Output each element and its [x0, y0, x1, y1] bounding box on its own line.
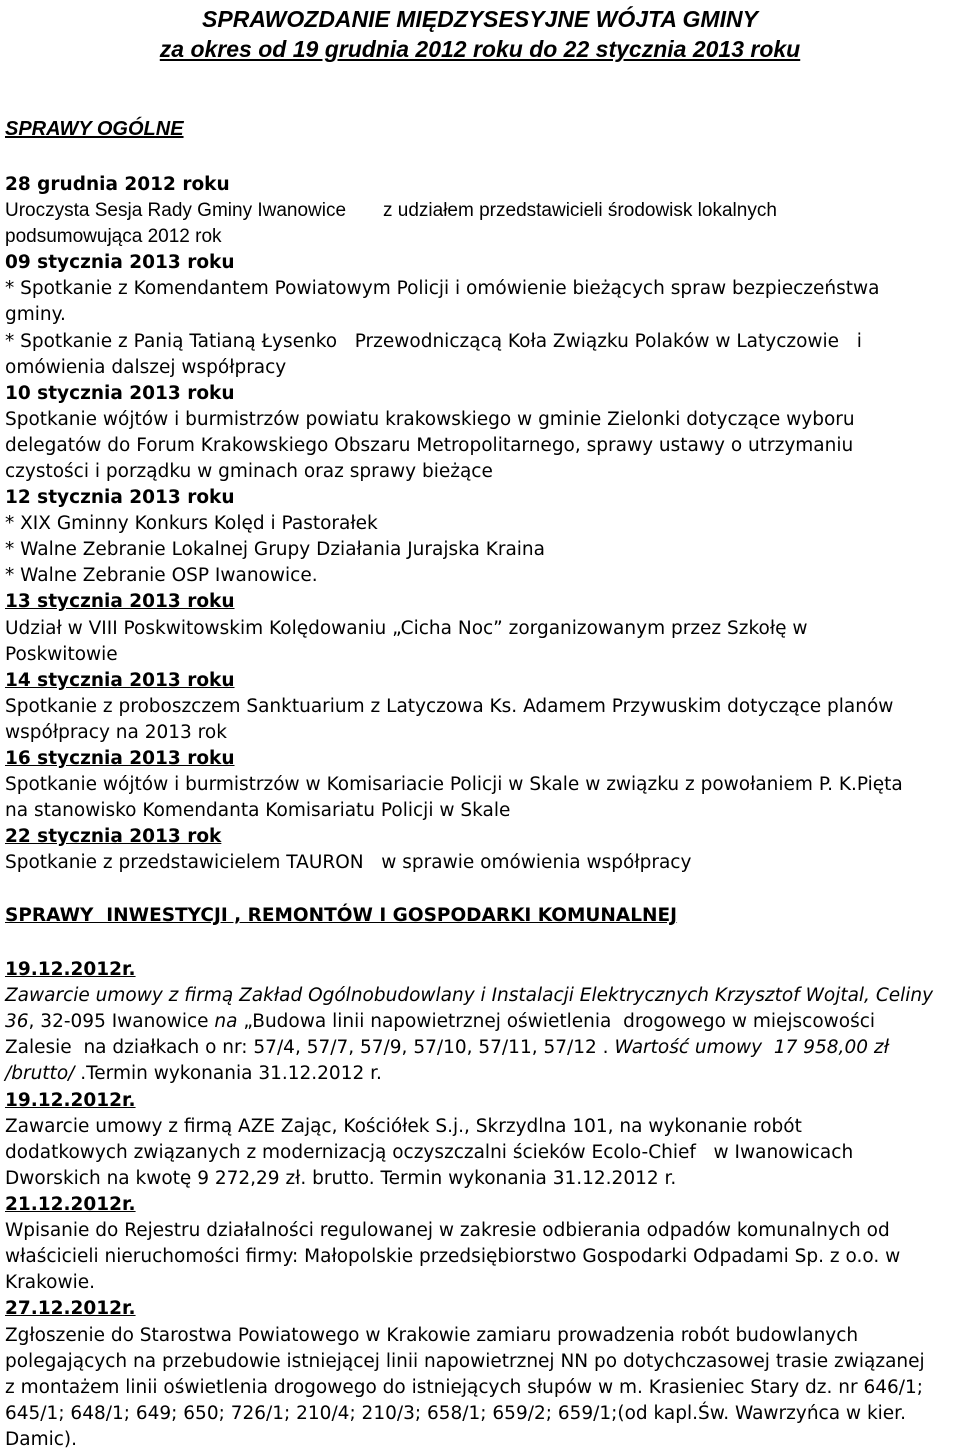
entry-text: Zgłoszenie do Starostwa Powiatowego w Krakowie zamiaru prowadzenia robót budowlanych [5, 1325, 859, 1346]
entry-date: 21.12.2012r. [5, 1194, 136, 1215]
entry-text: delegatów do Forum Krakowskiego Obszaru Metropolitarnego, sprawy ustawy o utrzymaniu [5, 435, 854, 456]
entry-text: Uroczysta Sesja Rady Gminy Iwanowice z udziałem przedstawicieli środowisk lokalnych [5, 200, 777, 221]
entry-text: Spotkanie z proboszczem Sanktuarium z Latyczowa Ks. Adamem Przywuskim dotyczące planów [5, 696, 894, 717]
contract-value: Wartość umowy 17 958,00 zł [614, 1037, 889, 1058]
entry-text: Spotkanie wójtów i burmistrzów w Komisariacie Policji w Skale w związku z powołaniem P. K.Pięta [5, 774, 903, 795]
entry-text: polegających na przebudowie istniejącej linii napowietrznej NN po dotychczasowej trasie związanej [5, 1351, 925, 1372]
entry-text: Wpisanie do Rejestru działalności regulowanej w zakresie odbierania odpadów komunalnych od [5, 1220, 890, 1241]
section-heading-general: SPRAWY OGÓLNE [5, 118, 184, 140]
entry-text: * XIX Gminny Konkurs Kolęd i Pastorałek [5, 513, 378, 534]
entry-text: właścicieli nieruchomości firmy: Małopolskie przedsiębiorstwo Gospodarki Odpadami Sp. z o.o. w [5, 1246, 901, 1267]
entry-text: Damic). [5, 1429, 78, 1450]
entry-text: Dworskich na kwotę 9 272,29 zł. brutto. Termin wykonania 31.12.2012 r. [5, 1168, 677, 1189]
entry-date: 22 stycznia 2013 rok [5, 826, 222, 847]
entry-text: * Walne Zebranie Lokalnej Grupy Działania Jurajska Kraina [5, 539, 545, 560]
entry-date: 19.12.2012r. [5, 1090, 136, 1111]
entry-text: gminy. [5, 304, 66, 325]
entry-text [5, 1010, 955, 1034]
entry-date: 09 stycznia 2013 roku [5, 252, 235, 273]
text-segment: 36 [5, 1011, 29, 1032]
document-title: SPRAWOZDANIE MIĘDZYSESYJNE WÓJTA GMINY [202, 6, 758, 32]
text-segment: „Budowa linii napowietrznej oświetlenia drogowego w miejscowości [237, 1011, 876, 1032]
entry-text: Krakowie. [5, 1272, 95, 1293]
entry-date: 10 stycznia 2013 roku [5, 383, 235, 404]
entry-text [5, 1062, 955, 1086]
entry-text: Zawarcie umowy z firmą AZE Zając, Kościółek S.j., Skrzydlna 101, na wykonanie robót [5, 1116, 802, 1137]
entry-text: podsumowująca 2012 rok [5, 226, 222, 247]
entry-text: * Spotkanie z Komendantem Powiatowym Policji i omówienie bieżących spraw bezpieczeństwa [5, 278, 880, 299]
entry-text: Zawarcie umowy z firmą Zakład Ogólnobudowlany i Instalacji Elektrycznych Krzysztof Wojtal, Celiny [5, 985, 934, 1006]
entry-text: Spotkanie z przedstawicielem TAURON w sprawie omówienia współpracy [5, 852, 692, 873]
entry-date: 16 stycznia 2013 roku [5, 748, 235, 769]
entry-date: 14 stycznia 2013 roku [5, 670, 235, 691]
entry-text: z montażem linii oświetlenia drogowego do istniejących słupów w m. Krasieniec Stary dz. nr 646/1; [5, 1377, 924, 1398]
entry-text: 645/1; 648/1; 649; 650; 726/1; 210/4; 210/3; 658/1; 659/2; 659/1;(od kapl.Św. Wawrzyńca w kier. [5, 1403, 906, 1424]
document-period: za okres od 19 grudnia 2012 roku do 22 stycznia 2013 roku [159, 36, 801, 62]
entry-date: 19.12.2012r. [5, 959, 136, 980]
entry-date: 13 stycznia 2013 roku [5, 591, 235, 612]
section-heading-investments: SPRAWY INWESTYCJI , REMONTÓW I GOSPODARKI KOMUNALNEJ [5, 905, 678, 926]
text-segment: na [214, 1011, 238, 1032]
entry-text: omówienia dalszej współpracy [5, 357, 287, 378]
entry-text: * Spotkanie z Panią Tatianą Łysenko Przewodniczącą Koła Związku Polaków w Latyczowie i [5, 331, 862, 352]
entry-text: Udział w VIII Poskwitowskim Kolędowaniu „Cicha Noc” zorganizowanym przez Szkołę w [5, 618, 808, 639]
entry-text: na stanowisko Komendanta Komisariatu Policji w Skale [5, 800, 511, 821]
text-segment: , 32-095 Iwanowice [28, 1011, 215, 1032]
text-segment: /brutto/ [5, 1063, 81, 1084]
entry-text [5, 1036, 955, 1060]
text-segment: Zalesie na działkach o nr: 57/4, 57/7, 57/9, 57/10, 57/11, 57/12 . [5, 1037, 615, 1058]
text-segment: .Termin wykonania 31.12.2012 r. [80, 1063, 382, 1084]
entry-date: 12 stycznia 2013 roku [5, 487, 235, 508]
entry-text: współpracy na 2013 rok [5, 722, 227, 743]
entry-text: dodatkowych związanych z modernizacją oczyszczalni ścieków Ecolo-Chief w Iwanowicach [5, 1142, 854, 1163]
entry-text: czystości i porządku w gminach oraz sprawy bieżące [5, 461, 493, 482]
entry-text: Poskwitowie [5, 644, 118, 665]
entry-date: 28 grudnia 2012 roku [5, 174, 230, 195]
entry-text: * Walne Zebranie OSP Iwanowice. [5, 565, 318, 586]
entry-text: Spotkanie wójtów i burmistrzów powiatu krakowskiego w gminie Zielonki dotyczące wyboru [5, 409, 855, 430]
entry-date: 27.12.2012r. [5, 1298, 136, 1319]
